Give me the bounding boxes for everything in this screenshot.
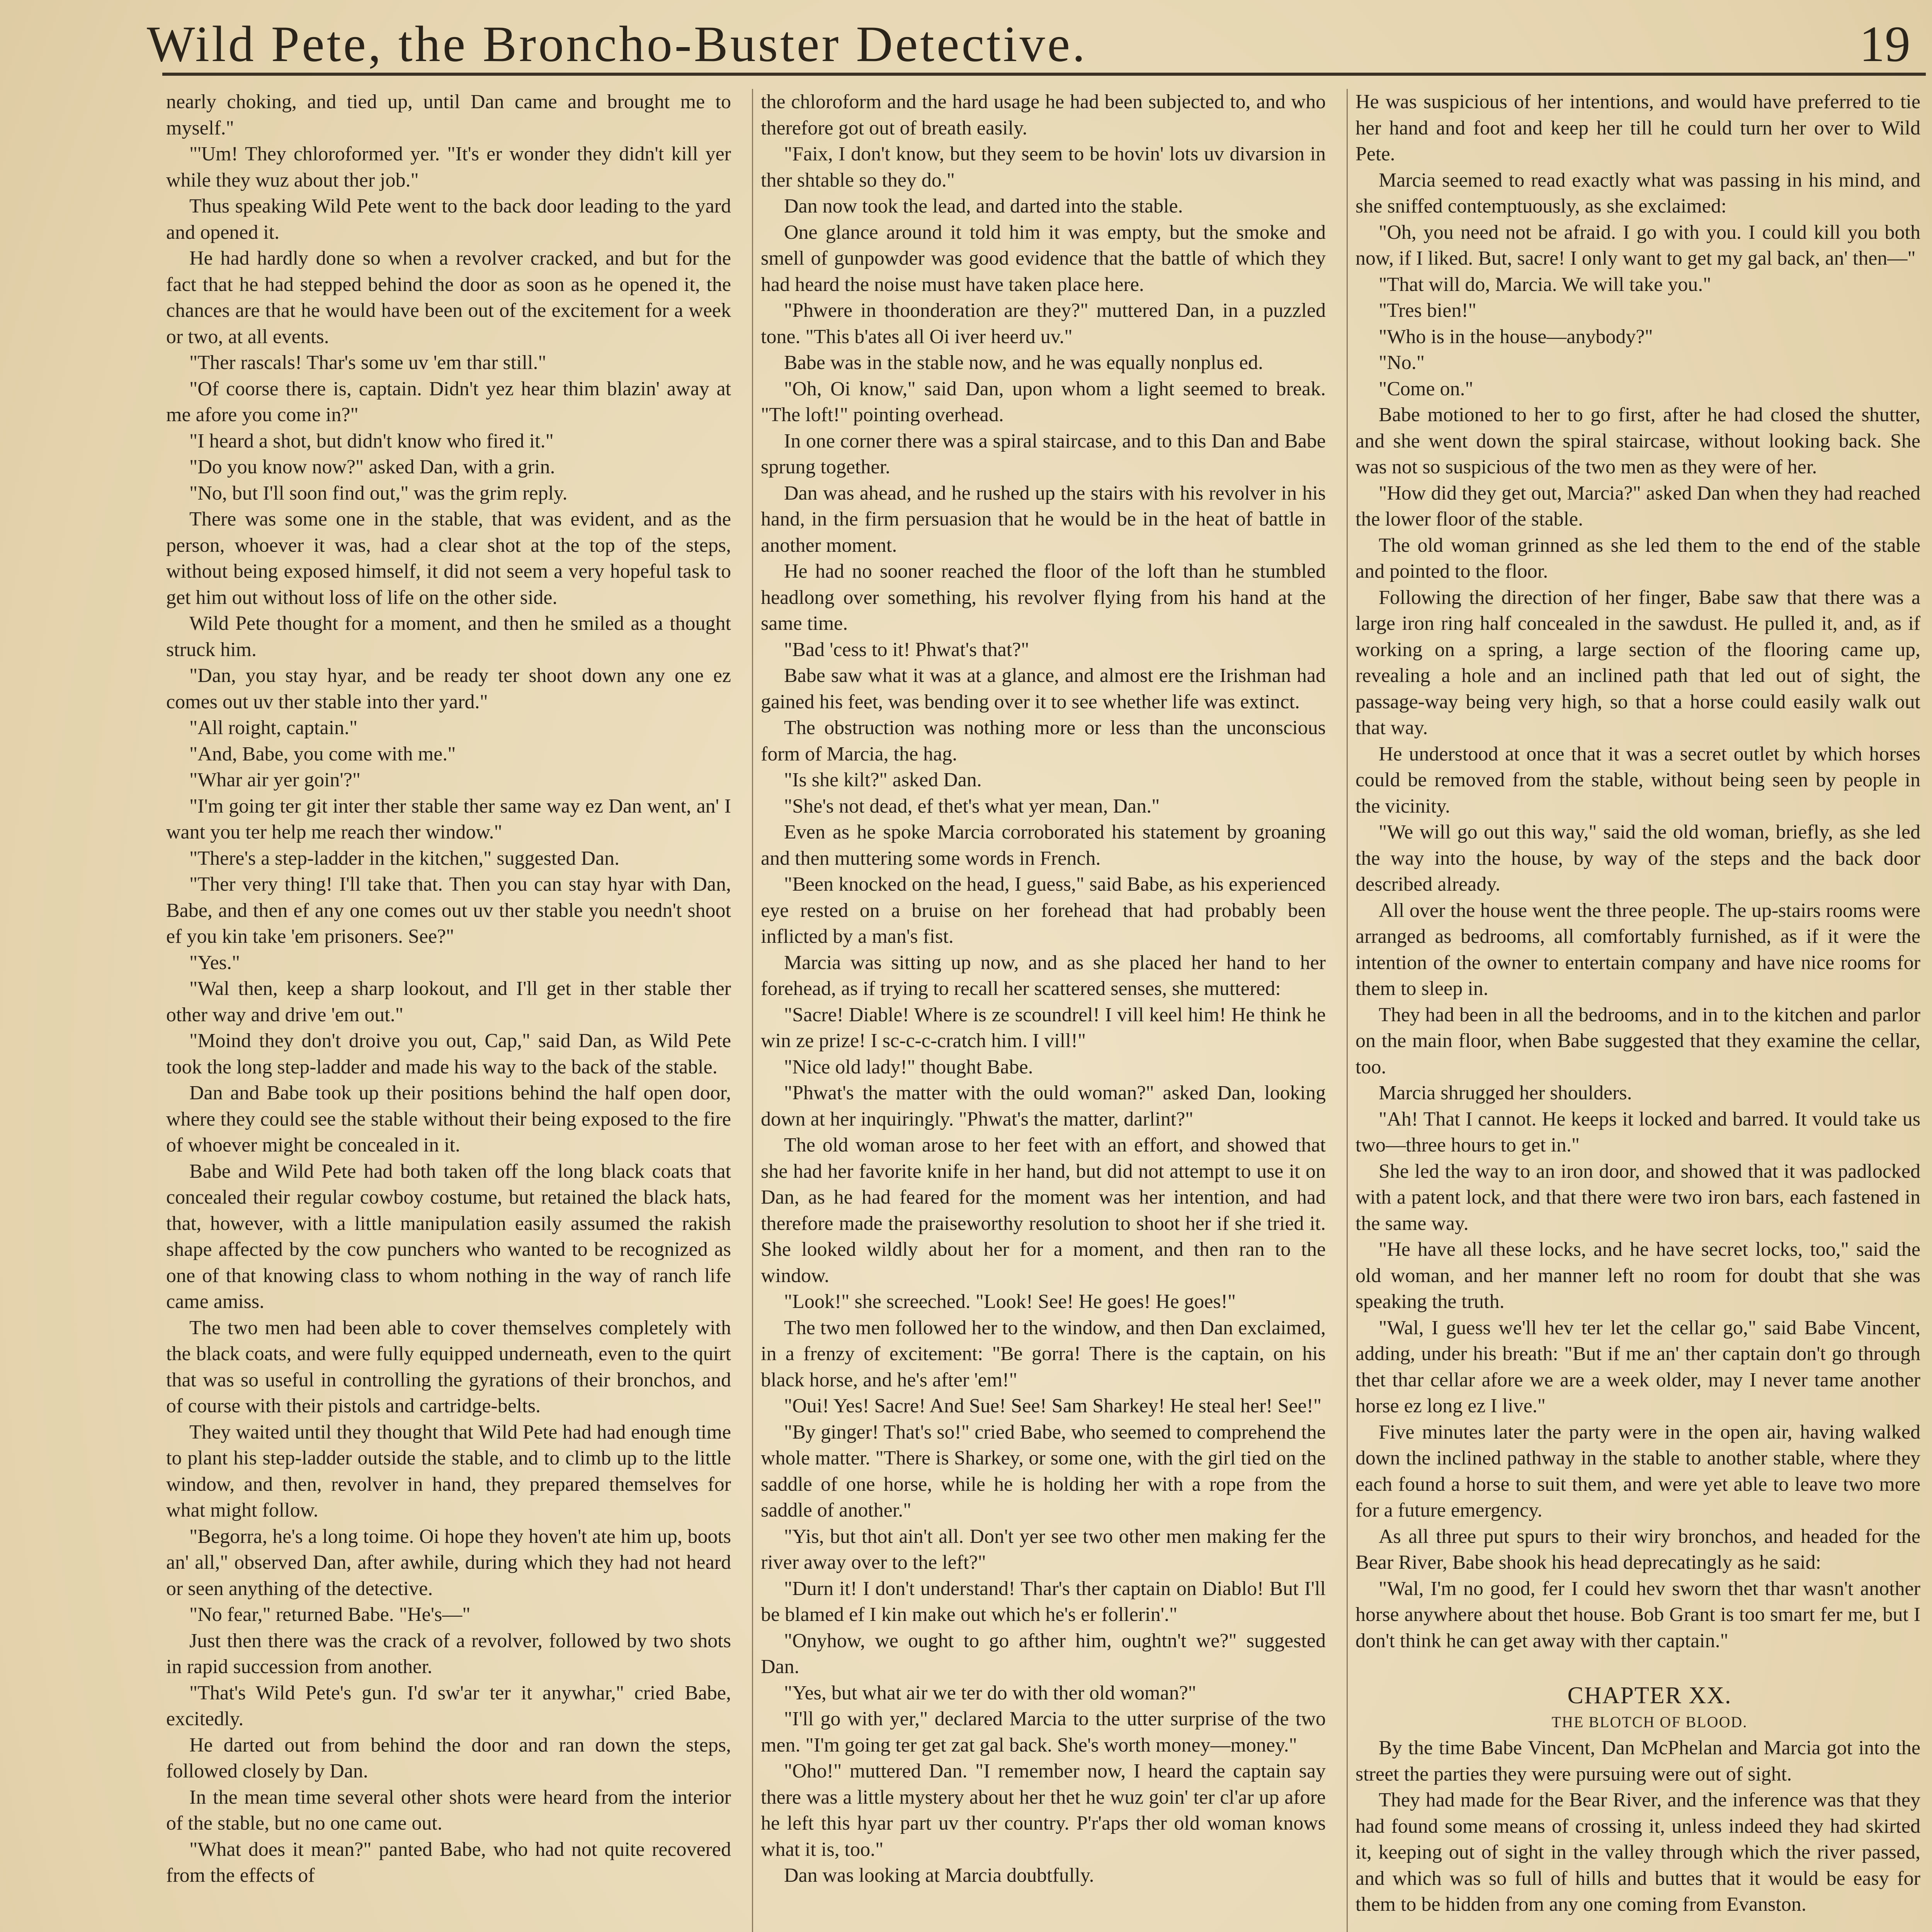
page-number: 19 [1859, 15, 1910, 72]
paragraph: Following the direction of her finger, Babe saw that there was a large iron ring half concealed in the sawdust. He pulled it, and, as if working on a spring, a large section of the flooring came up, revealing a hole and an inclined path that led out of sight, the passage-way being very high, so that a horse could easily walk out that way. [1355, 586, 1920, 739]
paragraph: The old woman arose to her feet with an effort, and showed that she had her favorite knife in her hand, but did not attempt to use it on Dan, as he had feared for the moment was her intention, and had therefore made the praiseworthy resolution to shoot her if she tried it. She looked wildly about her for a moment, and then ran to the window. [761, 1134, 1326, 1287]
paragraph: All over the house went the three people. The up-stairs rooms were arranged as bedrooms, all comfortably furnished, as if it were the intention of the owner to entertain company and have nice rooms for them to sleep in. [1355, 899, 1920, 1000]
paragraph: Marcia shrugged her shoulders. [1379, 1082, 1632, 1104]
paragraph: "He have all these locks, and he have secret locks, too," said the old woman, and her manner left no room for doubt that she was speaking the truth. [1355, 1238, 1920, 1313]
column-2 [752, 89, 1326, 1932]
paragraph: "Phwat's the matter with the ould woman?" asked Dan, looking down at her inquiringly. "Phwat's the matter, darlint?" [761, 1082, 1326, 1130]
paragraph: "By ginger! That's so!" cried Babe, who seemed to comprehend the whole matter. "There is Sharkey, or some one, with the girl tied on the saddle of one horse, while he is holding her with a rope from the saddle of another." [761, 1421, 1326, 1521]
paragraph: "Yes, but what air we ter do with ther old woman?" [784, 1682, 1196, 1704]
paragraph: Thus speaking Wild Pete went to the back door leading to the yard and opened it. [166, 195, 731, 243]
paragraph: She led the way to an iron door, and showed that it was padlocked with a patent lock, and that there were two iron bars, each fastened in the same way. [1355, 1160, 1920, 1235]
paragraph: "Begorra, he's a long toime. Oi hope they hoven't ate him up, boots an' all," observed Dan, after awhile, during which they had not heard or seen anything of the detective. [166, 1525, 731, 1600]
paragraph: He darted out from behind the door and ran down the steps, followed closely by Dan. [166, 1734, 731, 1782]
paragraph: Dan and Babe took up their positions behind the half open door, where they could see the stable without their being exposed to the fire of whoever might be concealed in it. [166, 1082, 731, 1156]
paragraph: He was suspicious of her intentions, and would have preferred to tie her hand and foot and keep her till he could turn her over to Wild Pete. [1355, 91, 1920, 165]
paragraph: Even as he spoke Marcia corroborated his statement by groaning and then muttering some words in French. [761, 821, 1326, 869]
paragraph: They waited until they thought that Wild Pete had had enough time to plant his step-ladder outside the stable, and to climb up to the little window, and then, revolver in hand, they prepared themselves for what might follow. [166, 1421, 731, 1521]
paragraph: Babe and Wild Pete had both taken off the long black coats that concealed their regular cowboy costume, but retained the black hats, that, however, with a little manipulation easily assumed the rakish shape affected by the cow punchers who wanted to be recognized as one of that knowing class to whom nothing in the way of ranch life came amiss. [166, 1160, 731, 1313]
header-rule [162, 73, 1926, 76]
paragraph: In the mean time several other shots were heard from the interior of the stable, but no one came out. [166, 1786, 731, 1834]
paragraph: Marcia was sitting up now, and as she placed her hand to her forehead, as if trying to recall her scattered senses, she muttered: [761, 951, 1326, 1000]
paragraph: "Sacre! Diable! Where is ze scoundrel! I vill keel him! He think he win ze prize! I sc-c-c-cratch him. I vill!" [761, 1003, 1326, 1052]
paragraph: "I'm going ter git inter ther stable ther same way ez Dan went, an' I want you ter help me reach ther window." [166, 795, 731, 843]
paragraph: "Onyhow, we ought to go afther him, oughtn't we?" suggested Dan. [761, 1629, 1326, 1678]
paragraph: Just then there was the crack of a revolver, followed by two shots in rapid succession from another. [166, 1629, 731, 1678]
paragraph: "Ah! That I cannot. He keeps it locked and barred. It vould take us two—three hours to get in." [1355, 1108, 1920, 1156]
paragraph: In one corner there was a spiral staircase, and to this Dan and Babe sprung together. [761, 430, 1326, 478]
paragraph: "Whar air yer goin'?" [189, 769, 361, 791]
column-3 [1347, 89, 1920, 1932]
paragraph: "And, Babe, you come with me." [189, 743, 456, 765]
paragraph: "Been knocked on the head, I guess," said Babe, as his experienced eye rested on a bruise on her forehead that had probably been inflicted by a man's fist. [761, 873, 1326, 947]
paragraph: "Come on." [1379, 378, 1473, 400]
paragraph: "Oui! Yes! Sacre! And Sue! See! Sam Sharkey! He steal her! See!" [784, 1395, 1322, 1417]
paragraph: "What does it mean?" panted Babe, who had not quite recovered from the effects of [166, 1838, 731, 1886]
paragraph: "That's Wild Pete's gun. I'd sw'ar ter it anywhar," cried Babe, excitedly. [166, 1682, 731, 1730]
paragraph: "Oho!" muttered Dan. "I remember now, I heard the captain say there was a little mystery about her thet he wuz goin' ter cl'ar up afore he left this hyar part uv ther country. P'r'aps ther old woman knows what it is, too." [761, 1760, 1326, 1861]
paragraph: "We will go out this way," said the old woman, briefly, as she led the way into the house, by way of the steps and the back door described already. [1355, 821, 1920, 895]
paragraph: "Oh, you need not be afraid. I go with you. I could kill you both now, if I liked. But, sacre! I only want to get my gal back, an' then—" [1355, 221, 1920, 269]
paragraph: He understood at once that it was a secret outlet by which horses could be removed from the stable, without being seen by people in the vicinity. [1355, 743, 1920, 817]
paragraph: Dan was ahead, and he rushed up the stairs with his revolver in his hand, in the firm persuasion that he would be in the heat of battle in another moment. [761, 482, 1326, 556]
paragraph: "Yes." [189, 951, 240, 974]
paragraph: nearly choking, and tied up, until Dan came and brought me to myself." [166, 91, 731, 139]
paragraph: The old woman grinned as she led them to the end of the stable and pointed to the floor. [1355, 534, 1920, 582]
paragraph: There was some one in the stable, that was evident, and as the person, whoever it was, had a clear shot at the top of the steps, without being exposed himself, it did not seem a very hopeful task to get him out without loss of life on the other side. [166, 508, 731, 609]
paragraph: Babe motioned to her to go first, after he had closed the shutter, and she went down the spiral staircase, without looking back. She was not so suspicious of the two men as they were of her. [1355, 404, 1920, 478]
paragraph: "Faix, I don't know, but they seem to be hovin' lots uv divarsion in ther shtable so they do." [761, 143, 1326, 191]
text-columns [166, 89, 1920, 1932]
paragraph: By the time Babe Vincent, Dan McPhelan and Marcia got into the street the parties they were pursuing were out of sight. [1355, 1737, 1920, 1785]
paragraph: "I'll go with yer," declared Marcia to the utter surprise of the two men. "I'm going ter get zat gal back. She's worth money—money." [761, 1708, 1326, 1756]
paragraph: "Do you know now?" asked Dan, with a grin. [189, 456, 555, 478]
paragraph: "'Um! They chloroformed yer. "It's er wonder they didn't kill yer while they wuz about ther job." [166, 143, 731, 191]
paragraph: The obstruction was nothing more or less than the unconscious form of Marcia, the hag. [761, 717, 1326, 765]
paragraph: "Who is in the house—anybody?" [1379, 325, 1653, 348]
paragraph: "Oh, Oi know," said Dan, upon whom a light seemed to break. "The loft!" pointing overhead. [761, 378, 1326, 426]
paragraph: Babe saw what it was at a glance, and almost ere the Irishman had gained his feet, was bending over it to see whether life was extinct. [761, 665, 1326, 713]
chapter-title: CHAPTER XX. [1567, 1682, 1732, 1709]
paragraph: Dan now took the lead, and darted into the stable. [784, 195, 1183, 217]
paragraph: "Look!" she screeched. "Look! See! He goes! He goes!" [784, 1291, 1236, 1313]
paragraph: "Wal, I guess we'll hev ter let the cellar go," said Babe Vincent, adding, under his breath: "But if me an' ther captain don't go through thet thar cellar afore we are a week older, may I never tame another horse ez long ez I live." [1355, 1316, 1920, 1417]
paragraph: He had no sooner reached the floor of the loft than he stumbled headlong over something, his revolver flying from his hand at the same time. [761, 560, 1326, 634]
paragraph: "Of coorse there is, captain. Didn't yez hear thim blazin' away at me afore you come in?" [166, 378, 731, 426]
paragraph: The two men had been able to cover themselves completely with the black coats, and were fully equipped underneath, even to the quirt that was so useful in controlling the gyrations of their bronchos, and of course with their pistols and cartridge-belts. [166, 1316, 731, 1417]
paragraph: Dan was looking at Marcia doubtfully. [784, 1864, 1094, 1886]
paragraph: The two men followed her to the window, and then Dan exclaimed, in a frenzy of excitement: "Be gorra! There is the captain, on his black horse, and he's after 'em!" [761, 1316, 1326, 1391]
paragraph: "All roight, captain." [189, 717, 358, 739]
paragraph: "No fear," returned Babe. "He's—" [189, 1604, 471, 1626]
paragraph: "No." [1379, 352, 1425, 374]
paragraph: "How did they get out, Marcia?" asked Dan when they had reached the lower floor of the stable. [1355, 482, 1920, 530]
page-header [147, 8, 1922, 70]
paragraph: "Yis, but thot ain't all. Don't yer see two other men making fer the river away over to the left?" [761, 1525, 1326, 1573]
paragraph: They had made for the Bear River, and the inference was that they had found some means of crossing it, unless indeed they had skirted it, keeping out of sight in the valley through which the river passed, and which was so full of hills and buttes that it would be easy for them to be hidden from any one coming from Evanston. [1355, 1789, 1920, 1915]
chapter-heading [1355, 1683, 1920, 1735]
paragraph: "No, but I'll soon find out," was the grim reply. [189, 482, 568, 504]
running-title: Wild Pete, the Broncho-Buster Detective. [147, 15, 1088, 72]
paragraph: "Phwere in thoonderation are they?" muttered Dan, in a puzzled tone. "This b'ates all Oi iver heerd uv." [761, 299, 1326, 348]
paragraph: the chloroform and the hard usage he had been subjected to, and who therefore got out of breath easily. [761, 91, 1326, 139]
paragraph: Five minutes later the party were in the open air, having walked down the inclined pathway in the stable to another stable, where they each found a horse to suit them, and were yet able to leave two more for a future emergency. [1355, 1421, 1920, 1521]
paragraph: Marcia seemed to read exactly what was passing in his mind, and she sniffed contemptuously, as she exclaimed: [1355, 169, 1920, 217]
chapter-subtitle: THE BLOTCH OF BLOOD. [1551, 1713, 1748, 1731]
paragraph: "Wal, I'm no good, fer I could hev sworn thet thar wasn't another horse anywhere about thet house. Bob Grant is too smart fer me, but I don't think he can get away with ther captain." [1355, 1577, 1920, 1652]
paragraph: "Ther rascals! Thar's some uv 'em thar still." [189, 352, 546, 374]
paragraph: "She's not dead, ef thet's what yer mean, Dan." [784, 795, 1160, 817]
paragraph: "Tres bien!" [1379, 299, 1476, 321]
paragraph: "Moind they don't droive you out, Cap," said Dan, as Wild Pete took the long step-ladder and made his way to the back of the stable. [166, 1030, 731, 1078]
paragraph: He had hardly done so when a revolver cracked, and but for the fact that he had stepped behind the door as soon as he opened it, the chances are that he would have been out of the excitement for a week or two, at all events. [166, 247, 731, 348]
paragraph: "Ther very thing! I'll take that. Then you can stay hyar with Dan, Babe, and then ef any one comes out uv ther stable you needn't shoot ef you kin take 'em prisoners. See?" [166, 873, 731, 947]
paragraph: One glance around it told him it was empty, but the smoke and smell of gunpowder was good evidence that the battle of which they had heard the noise must have taken place here. [761, 221, 1326, 296]
paragraph: "Bad 'cess to it! Phwat's that?" [784, 638, 1029, 661]
paragraph: "That will do, Marcia. We will take you." [1379, 273, 1711, 296]
paragraph: "Wal then, keep a sharp lookout, and I'll get in ther stable ther other way and drive 'em out." [166, 978, 731, 1026]
paragraph: "Nice old lady!" thought Babe. [784, 1056, 1033, 1078]
paragraph: "There's a step-ladder in the kitchen," suggested Dan. [189, 847, 620, 869]
paragraph: Wild Pete thought for a moment, and then he smiled as a thought struck him. [166, 612, 731, 661]
paragraph: They had been in all the bedrooms, and in to the kitchen and parlor on the main floor, when Babe suggested that they examine the cellar, too. [1355, 1003, 1920, 1078]
paragraph: "Dan, you stay hyar, and be ready ter shoot down any one ez comes out uv ther stable into ther yard." [166, 665, 731, 713]
column-1 [166, 89, 731, 1932]
paragraph: "I heard a shot, but didn't know who fired it." [189, 430, 554, 452]
paragraph: Babe was in the stable now, and he was equally nonplus ed. [784, 352, 1264, 374]
paragraph: As all three put spurs to their wiry bronchos, and headed for the Bear River, Babe shook his head deprecatingly as he said: [1355, 1525, 1920, 1573]
paragraph: "Is she kilt?" asked Dan. [784, 769, 982, 791]
paragraph: "Durn it! I don't understand! Thar's ther captain on Diablo! But I'll be blamed ef I kin make out which he's er follerin'." [761, 1577, 1326, 1626]
